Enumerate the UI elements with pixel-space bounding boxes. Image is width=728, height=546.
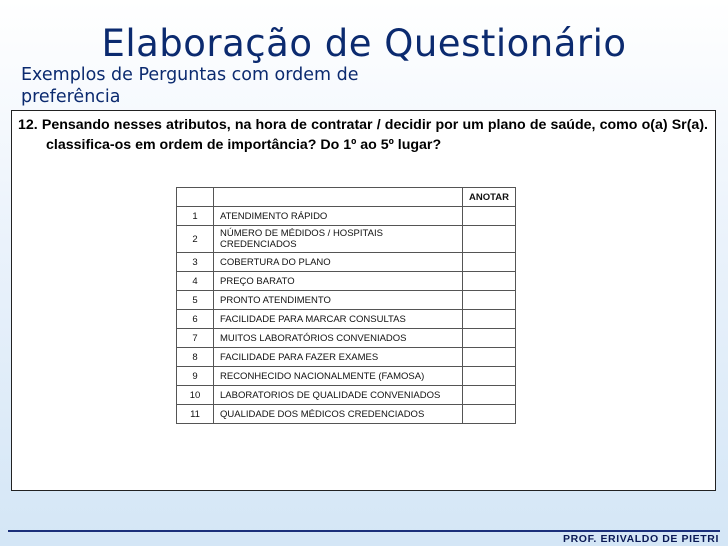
row-answer-cell[interactable] bbox=[463, 367, 516, 386]
table-row bbox=[177, 386, 516, 405]
row-attribute-label: NÚMERO DE MÉDIDOS / HOSPITAIS CREDENCIADOS bbox=[214, 226, 463, 253]
footer-divider bbox=[8, 530, 720, 532]
row-answer-cell[interactable] bbox=[463, 310, 516, 329]
row-answer-cell[interactable] bbox=[463, 207, 516, 226]
table-row bbox=[177, 253, 516, 272]
row-answer-cell[interactable] bbox=[463, 405, 516, 424]
table-row bbox=[177, 272, 516, 291]
row-attribute-label: MUITOS LABORATÓRIOS CONVENIADOS bbox=[214, 329, 463, 348]
table-row bbox=[177, 291, 516, 310]
header-label-cell bbox=[214, 188, 463, 207]
row-number: 5 bbox=[177, 291, 214, 310]
table-row bbox=[177, 226, 516, 253]
slide-title: Elaboração de Questionário bbox=[101, 22, 627, 65]
row-number: 1 bbox=[177, 207, 214, 226]
table-row bbox=[177, 348, 516, 367]
row-answer-cell[interactable] bbox=[463, 329, 516, 348]
ranking-table bbox=[176, 187, 516, 424]
header-answer-cell: ANOTAR bbox=[463, 188, 516, 207]
row-number: 3 bbox=[177, 253, 214, 272]
row-attribute-label: COBERTURA DO PLANO bbox=[214, 253, 463, 272]
row-number: 9 bbox=[177, 367, 214, 386]
row-answer-cell[interactable] bbox=[463, 386, 516, 405]
footer bbox=[0, 530, 728, 546]
row-answer-cell[interactable] bbox=[463, 348, 516, 367]
row-attribute-label: ATENDIMENTO RÁPIDO bbox=[214, 207, 463, 226]
footer-author: PROF. ERIVALDO DE PIETRI bbox=[563, 533, 719, 545]
row-attribute-label: PRONTO ATENDIMENTO bbox=[214, 291, 463, 310]
row-attribute-label: RECONHECIDO NACIONALMENTE (FAMOSA) bbox=[214, 367, 463, 386]
row-attribute-label: LABORATORIOS DE QUALIDADE CONVENIADOS bbox=[214, 386, 463, 405]
table-row bbox=[177, 405, 516, 424]
slide-subtitle: Exemplos de Perguntas com ordem de preferência bbox=[21, 65, 359, 107]
table-row bbox=[177, 207, 516, 226]
table-row bbox=[177, 310, 516, 329]
row-answer-cell[interactable] bbox=[463, 272, 516, 291]
row-number: 11 bbox=[177, 405, 214, 424]
row-number: 10 bbox=[177, 386, 214, 405]
header-num-cell bbox=[177, 188, 214, 207]
row-number: 6 bbox=[177, 310, 214, 329]
row-answer-cell[interactable] bbox=[463, 253, 516, 272]
row-attribute-label: FACILIDADE PARA FAZER EXAMES bbox=[214, 348, 463, 367]
row-attribute-label: QUALIDADE DOS MÉDICOS CREDENCIADOS bbox=[214, 405, 463, 424]
row-number: 8 bbox=[177, 348, 214, 367]
table-header-row bbox=[177, 188, 516, 207]
table-row bbox=[177, 367, 516, 386]
row-number: 4 bbox=[177, 272, 214, 291]
row-answer-cell[interactable] bbox=[463, 226, 516, 253]
question-text: 12. Pensando nesses atributos, na hora de contratar / decidir por um plano de saúde, como o(a) Sr(a). classifica-os em ordem de importância? Do 1º ao 5º lugar? bbox=[18, 117, 708, 153]
row-attribute-label: PREÇO BARATO bbox=[214, 272, 463, 291]
row-number: 2 bbox=[177, 226, 214, 253]
row-attribute-label: FACILIDADE PARA MARCAR CONSULTAS bbox=[214, 310, 463, 329]
row-answer-cell[interactable] bbox=[463, 291, 516, 310]
row-number: 7 bbox=[177, 329, 214, 348]
table-row bbox=[177, 329, 516, 348]
question-panel bbox=[11, 110, 716, 491]
